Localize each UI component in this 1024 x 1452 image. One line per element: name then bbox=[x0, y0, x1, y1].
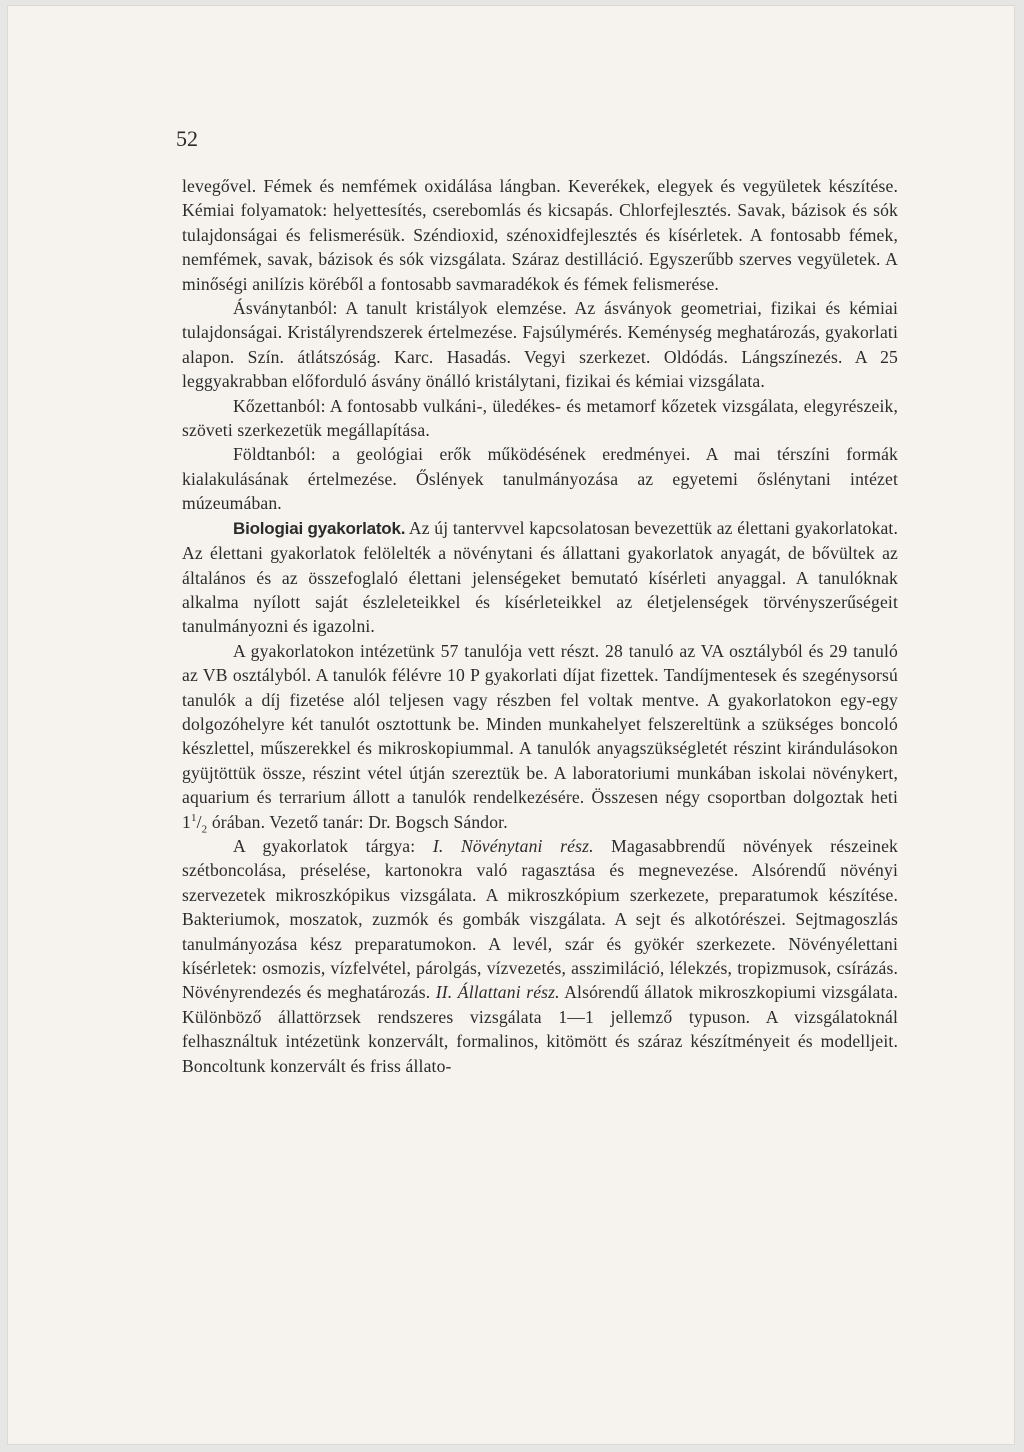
paragraph-text: Ásványtanból: A tanult kristályok elemzése. Az ásványok geometriai, fizikai és kémiai tulajdonságai. Kristályrendszerek értelmezése. Fajsúlymérés. Keménység meghatározás, gyakorlati alapon. Szín. átlátszóság. Karc. Hasadás. Vegyi szerkezet. Oldódás. Lángszínezés. A 25 leggyakrabban előforduló ásvány önálló kristálytani, fizikai és kémiai vizsgálata. bbox=[182, 298, 898, 392]
document-page bbox=[8, 6, 1014, 1444]
paragraph-practice-details: A gyakorlatokon intézetünk 57 tanulója vett részt. 28 tanuló az VA osztályból és 29 tanuló az VB osztályból. A tanulók félévre 10 P gyakorlati díjat fizettek. Tandíjmentesek és szegénysorsú tanulók a díj fizetése alól teljesen vagy részben fel voltak mentve. A gyakorlatokon egy-egy dolgozóhelyre két tanulót osztottunk be. Minden munkahelyet felszereltünk a szükséges boncoló készlettel, műszerekkel és mikroskopiummal. A tanulók anyagszükségletét részint kirándulásokon gyüjtöttük össze, részint vétel útján szereztük be. A laboratoriumi munkában iskolai növénykert, aquarium és terrarium állott a tanulók rendelkezésére. Összesen négy csoportban dolgoztak heti $1^1/_2$ órában. Vezető tanár: Dr. Bogsch Sándor. bbox=[182, 640, 898, 836]
paragraph-text: A gyakorlatok tárgya: bbox=[233, 835, 433, 856]
paragraph-practice-subjects bbox=[182, 834, 898, 1078]
paragraph-text: Kőzettanból: A fontosabb vulkáni-, üledékes- és metamorf kőzetek vizsgálata, elegyrészeik, szöveti szerkezetük megállapítása. bbox=[182, 395, 898, 441]
paragraph-text: Alsórendű állatok mikroszkopiumi vizsgálata. Különböző állattörzsek rendszeres vizsgálata 1—1 jellemző typuson. A vizsgálatoknál felhasználtuk intézetünk konzervált, formalinos, kitömött és száraz készítményeit és modelljeit. Boncoltunk konzervált és friss állato- bbox=[182, 982, 898, 1076]
paragraph-text: Földtanból: a geológiai erők működésének eredményei. A mai térszíni formák kialakulásának értelmezése. Őslények tanulmányozása az egyetemi őslénytani intézet múzeumában. bbox=[182, 444, 898, 514]
italic-section-title: I. Növénytani rész. bbox=[432, 835, 594, 856]
section-lead-heading: Biologiai gyakorlatok. bbox=[233, 518, 406, 538]
fraction-numerator: 1 bbox=[190, 811, 197, 824]
paragraph-biology bbox=[182, 516, 898, 639]
paragraph-mineralogy bbox=[182, 296, 898, 394]
paragraph-chemistry bbox=[182, 174, 898, 296]
paragraph-petrology bbox=[182, 394, 898, 443]
page-number: 52 bbox=[176, 126, 198, 151]
paragraph-text: A gyakorlatokon intézetünk 57 tanulója vett részt. 28 tanuló az VA osztályból és 29 tanuló az VB osztályból. A tanulók félévre 10 P gyakorlati díjat fizettek. Tandíjmentesek és szegénysorsú tanulók a díj fizetése alól teljesen vagy részben fel voltak mentve. A gyakorlatokon egy-egy dolgozóhelyre két tanulót osztottunk be. Minden munkahelyet felszereltünk a szükséges boncoló készlettel, műszerekkel és mikroskopiummal. A tanulók anyagszükségletét részint kirándulásokon gyüjtöttük össze, részint vétel útján szereztük be. A laboratoriumi munkában iskolai növénykert, aquarium és terrarium állott a tanulók rendelkezésére. Összesen négy csoportban dolgoztak heti 1 bbox=[182, 640, 898, 832]
paragraph-text: Magasabbrendű növények részeinek szétboncolása, préselése, kartonokra való ragasztása és megnevezése. Alsórendű növényi szervezetek mikroszkópikus vizsgálata. A mikroszkópium szerkezete, preparatumok készítése. Bakteriumok, moszatok, zuzmók és gombák viszgálata. A sejt és alkotórészei. Sejtmagoszlás tanulmányozása kész preparatumokon. A levél, szár és gyökér szerkezete. Növényélettani kísérletek: osmozis, vízfelvétel, párolgás, vízvezetés, asszimiláció, lélekzés, tropizmusok, csírázás. Növényrendezés és meghatározás. bbox=[182, 835, 898, 1003]
body-text bbox=[182, 174, 898, 1078]
paragraph-text: órában. Vezető tanár: Dr. Bogsch Sándor. bbox=[207, 811, 508, 832]
paragraph-geology bbox=[182, 442, 898, 515]
paragraph-text: Az új tantervvel kapcsolatosan bevezettük az élettani gyakorlatokat. Az élettani gyakorlatok felölelték a növénytani és állattani gyakorlatok anyagát, de bővültek az általános és az összefoglaló élettani jelenségeket bemutató kísérleti anyaggal. A tanulóknak alkalma nyílott saját észleleteikkel és kísérleteikkel az életjelenségek törvényszerűségeit tanulmányozni és igazolni. bbox=[182, 517, 898, 637]
italic-section-title: II. Állattani rész. bbox=[435, 982, 560, 1003]
paragraph-text: levegővel. Fémek és nemfémek oxidálása lángban. Keverékek, elegyek és vegyületek készítése. Kémiai folyamatok: helyettesítés, cserebomlás és kicsapás. Chlorfejlesztés. Savak, bázisok és sók tulajdonságai és felismerésük. Széndioxid, szénoxidfejlesztés és kísérletek. A fontosabb fémek, nemfémek, savak, bázisok és sók vizsgálata. Száraz destilláció. Egyszerűbb szerves vegyületek. A minőségi anilízis köréből a fontosabb savmaradékok és fémek felismerése. bbox=[182, 176, 898, 294]
fraction-denominator: 2 bbox=[201, 823, 208, 836]
